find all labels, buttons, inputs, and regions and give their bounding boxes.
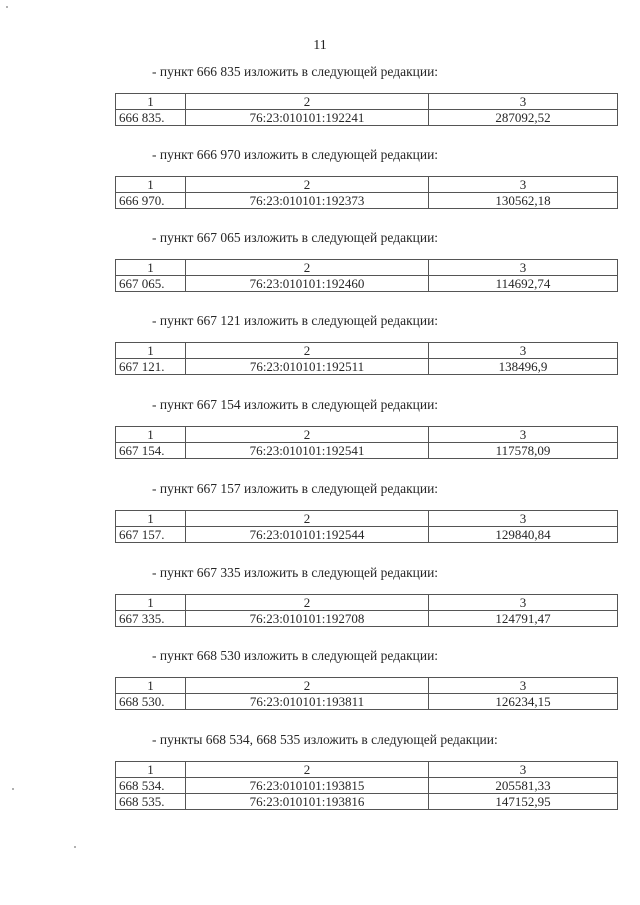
cadastral-number-cell: 76:23:010101:193815 <box>186 778 429 794</box>
header-cell-2: 2 <box>186 94 429 110</box>
amendment-table <box>115 342 618 375</box>
header-cell-3: 3 <box>429 427 618 443</box>
header-cell-1: 1 <box>116 595 186 611</box>
header-cell-3: 3 <box>429 595 618 611</box>
header-cell-2: 2 <box>186 595 429 611</box>
header-cell-1: 1 <box>116 260 186 276</box>
value-cell: 114692,74 <box>429 276 618 292</box>
item-number-cell: 667 157. <box>116 527 186 543</box>
table-row <box>116 611 618 627</box>
value-cell: 287092,52 <box>429 110 618 126</box>
amendment-table <box>115 93 618 126</box>
value-cell: 117578,09 <box>429 443 618 459</box>
header-cell-3: 3 <box>429 511 618 527</box>
amendment-intro: - пункт 667 335 изложить в следующей редакции: <box>152 565 439 580</box>
amendment-intro: - пункты 668 534, 668 535 изложить в следующей редакции: <box>152 732 498 747</box>
value-cell: 129840,84 <box>429 527 618 543</box>
amendment-table <box>115 426 618 459</box>
amendment-intro: - пункт 666 970 изложить в следующей редакции: <box>152 147 439 162</box>
cadastral-number-cell: 76:23:010101:192373 <box>186 193 429 209</box>
header-cell-1: 1 <box>116 177 186 193</box>
amendment-table <box>115 259 618 292</box>
amendment-table <box>115 761 618 810</box>
table-header-row <box>116 343 618 359</box>
table-header-row <box>116 511 618 527</box>
amendment-intro: - пункт 667 157 изложить в следующей редакции: <box>152 481 439 496</box>
value-cell: 138496,9 <box>429 359 618 375</box>
item-number-cell: 667 121. <box>116 359 186 375</box>
value-cell: 126234,15 <box>429 694 618 710</box>
header-cell-2: 2 <box>186 678 429 694</box>
header-cell-2: 2 <box>186 511 429 527</box>
cadastral-number-cell: 76:23:010101:192708 <box>186 611 429 627</box>
header-cell-2: 2 <box>186 762 429 778</box>
scan-speck <box>12 788 14 790</box>
table-header-row <box>116 595 618 611</box>
table-header-row <box>116 427 618 443</box>
header-cell-3: 3 <box>429 343 618 359</box>
cadastral-number-cell: 76:23:010101:192544 <box>186 527 429 543</box>
table-row <box>116 359 618 375</box>
item-number-cell: 667 065. <box>116 276 186 292</box>
amendment-table <box>115 677 618 710</box>
table-header-row <box>116 94 618 110</box>
amendment-intro: - пункт 667 121 изложить в следующей редакции: <box>152 313 439 328</box>
cadastral-number-cell: 76:23:010101:193811 <box>186 694 429 710</box>
scan-speck <box>74 846 76 848</box>
table-header-row <box>116 762 618 778</box>
table-header-row <box>116 177 618 193</box>
item-number-cell: 667 335. <box>116 611 186 627</box>
cadastral-number-cell: 76:23:010101:192241 <box>186 110 429 126</box>
header-cell-3: 3 <box>429 260 618 276</box>
scan-speck <box>6 6 8 8</box>
header-cell-2: 2 <box>186 260 429 276</box>
header-cell-3: 3 <box>429 177 618 193</box>
table-row <box>116 276 618 292</box>
header-cell-2: 2 <box>186 427 429 443</box>
header-cell-3: 3 <box>429 762 618 778</box>
value-cell: 147152,95 <box>429 794 618 810</box>
item-number-cell: 666 970. <box>116 193 186 209</box>
header-cell-1: 1 <box>116 94 186 110</box>
header-cell-2: 2 <box>186 343 429 359</box>
amendment-intro: - пункт 667 154 изложить в следующей редакции: <box>152 397 439 412</box>
header-cell-2: 2 <box>186 177 429 193</box>
amendment-intro: - пункт 667 065 изложить в следующей редакции: <box>152 230 439 245</box>
item-number-cell: 666 835. <box>116 110 186 126</box>
value-cell: 124791,47 <box>429 611 618 627</box>
table-row <box>116 694 618 710</box>
page-number: 11 <box>313 38 327 53</box>
header-cell-1: 1 <box>116 427 186 443</box>
cadastral-number-cell: 76:23:010101:192511 <box>186 359 429 375</box>
item-number-cell: 668 534. <box>116 778 186 794</box>
table-row <box>116 794 618 810</box>
cadastral-number-cell: 76:23:010101:192460 <box>186 276 429 292</box>
header-cell-1: 1 <box>116 511 186 527</box>
cadastral-number-cell: 76:23:010101:193816 <box>186 794 429 810</box>
header-cell-3: 3 <box>429 94 618 110</box>
amendment-intro: - пункт 666 835 изложить в следующей редакции: <box>152 64 439 79</box>
table-header-row <box>116 260 618 276</box>
amendment-table <box>115 510 618 543</box>
item-number-cell: 668 530. <box>116 694 186 710</box>
table-header-row <box>116 678 618 694</box>
amendment-table <box>115 594 618 627</box>
amendment-table <box>115 176 618 209</box>
header-cell-1: 1 <box>116 678 186 694</box>
table-row <box>116 778 618 794</box>
amendment-intro: - пункт 668 530 изложить в следующей редакции: <box>152 648 439 663</box>
item-number-cell: 667 154. <box>116 443 186 459</box>
value-cell: 205581,33 <box>429 778 618 794</box>
header-cell-1: 1 <box>116 343 186 359</box>
item-number-cell: 668 535. <box>116 794 186 810</box>
cadastral-number-cell: 76:23:010101:192541 <box>186 443 429 459</box>
table-row <box>116 193 618 209</box>
table-row <box>116 527 618 543</box>
header-cell-3: 3 <box>429 678 618 694</box>
value-cell: 130562,18 <box>429 193 618 209</box>
header-cell-1: 1 <box>116 762 186 778</box>
table-row <box>116 443 618 459</box>
table-row <box>116 110 618 126</box>
